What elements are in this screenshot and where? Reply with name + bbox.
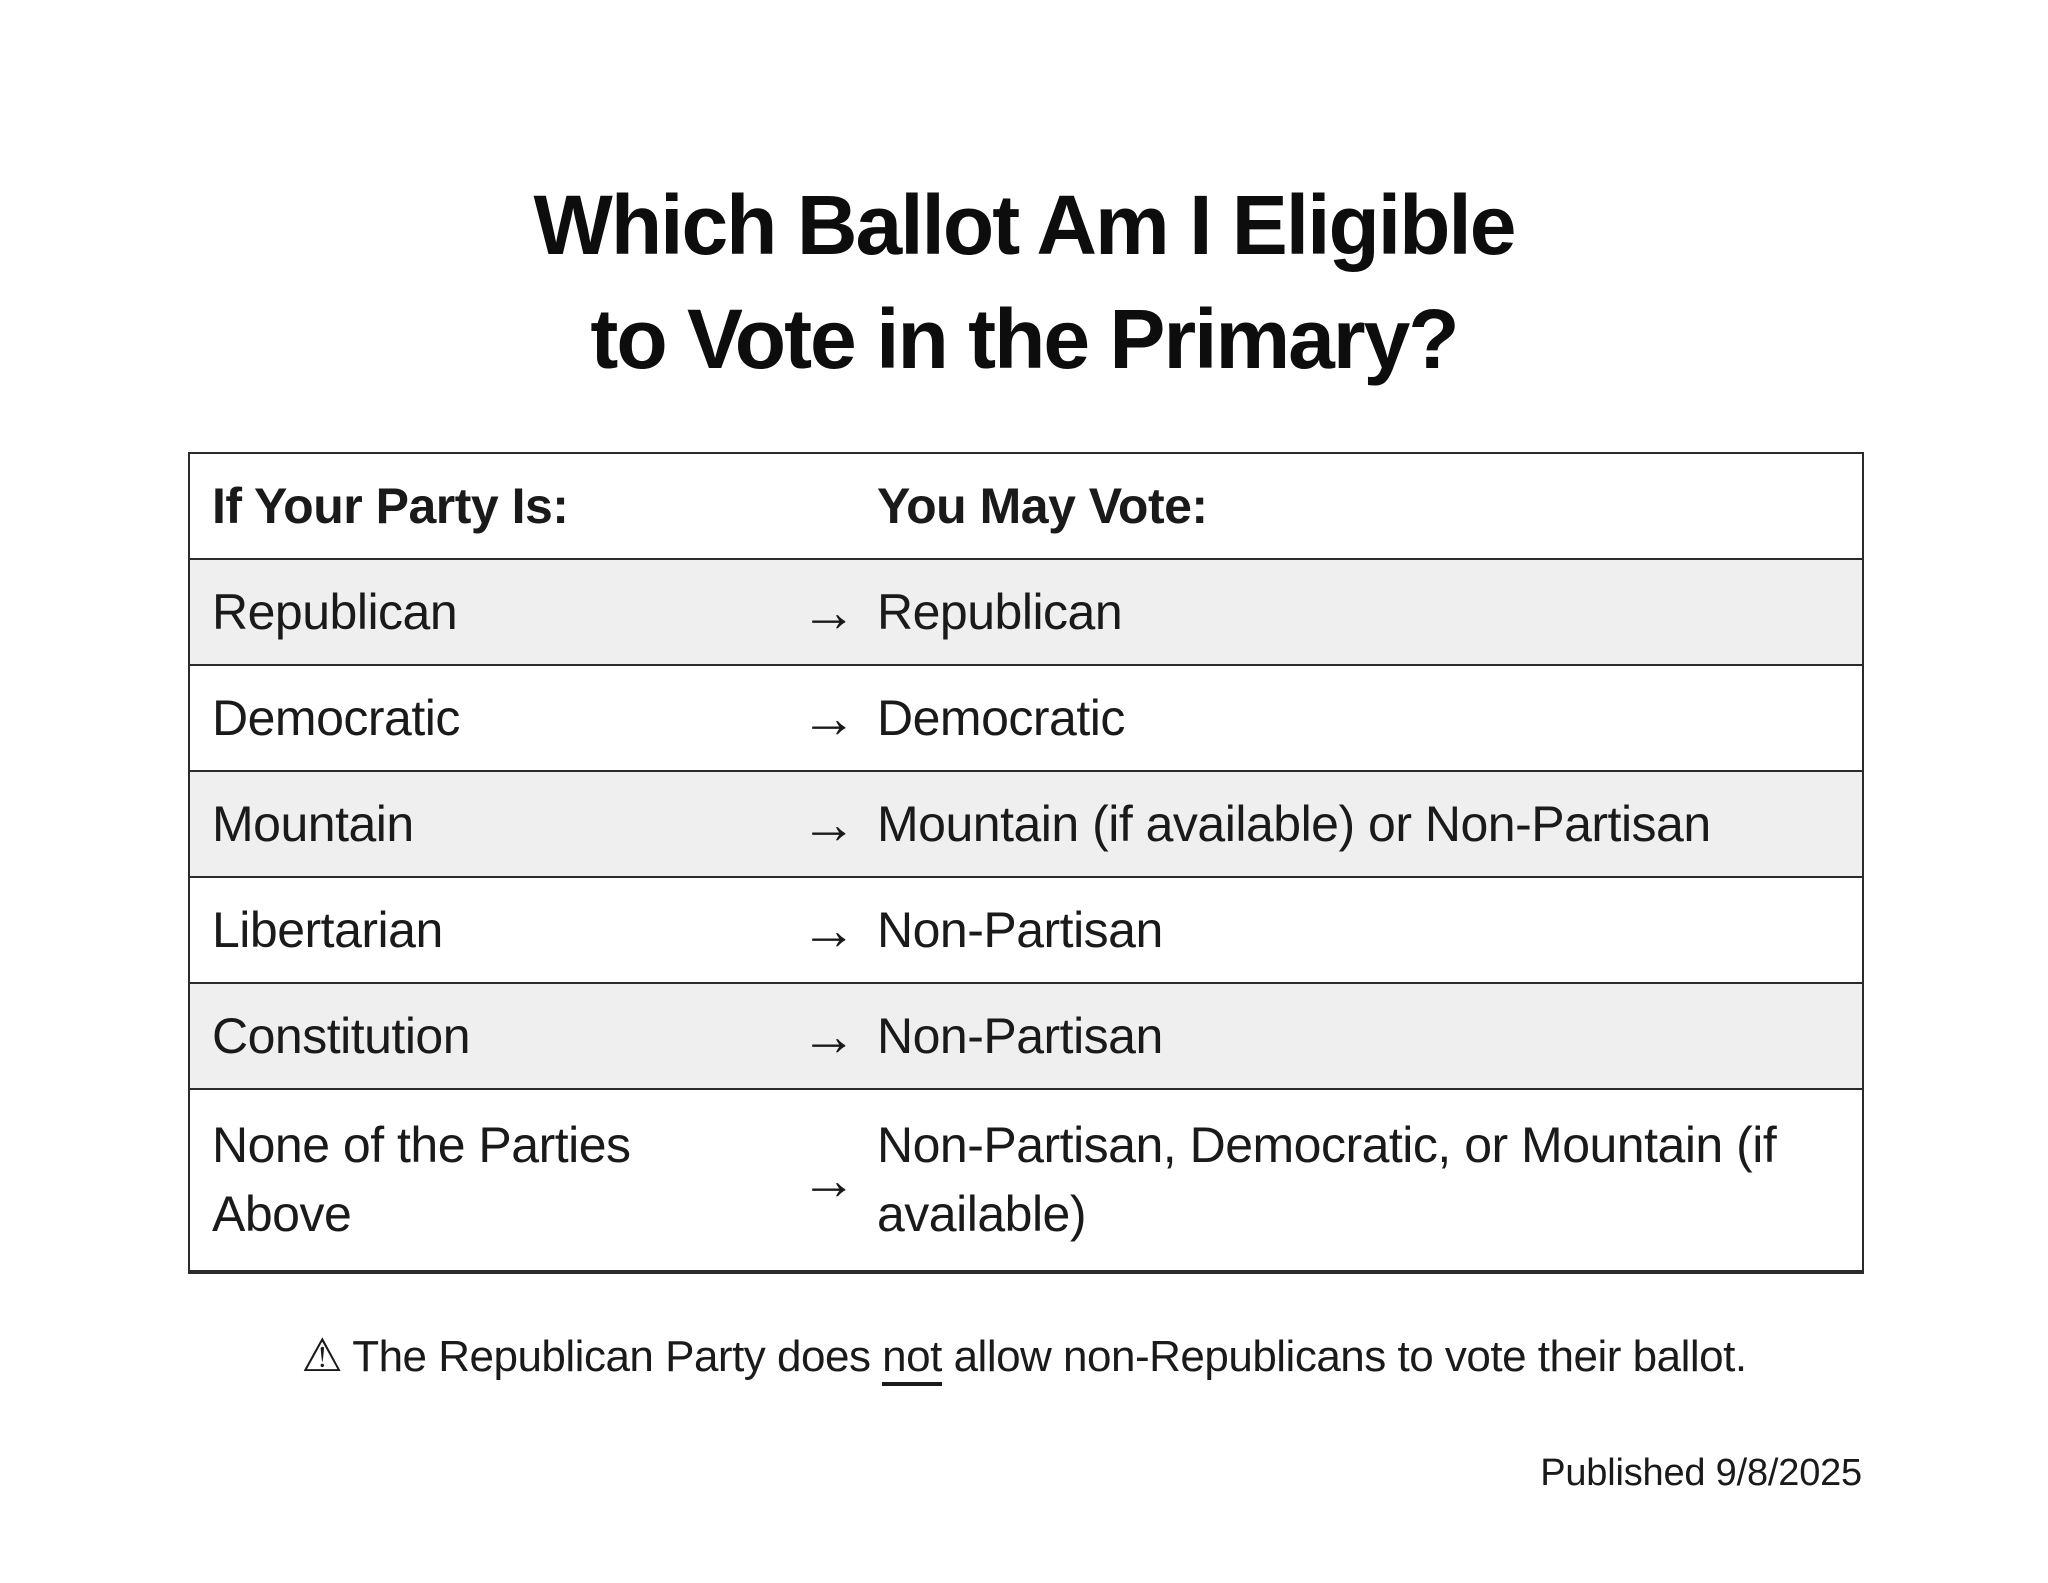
right-arrow-icon: → [800,1148,857,1211]
table-row-constitution [190,982,1862,1088]
published-date: Published 9/8/2025 [1540,1452,1862,1494]
vote-cell: Non-Partisan, Democratic, or Mountain (if available) [877,1117,1777,1242]
ballot-eligibility-table [188,452,1864,1274]
right-arrow-icon: → [800,686,857,749]
vote-cell: Democratic [877,689,1125,746]
party-cell: Republican [212,583,458,640]
warning-text-suffix: allow non-Republicans to vote their ballot. [941,1332,1747,1381]
party-cell: Democratic [212,689,460,746]
page-title-line2: to Vote in the Primary? [590,292,1458,387]
party-cell: Mountain [212,795,414,852]
table-row-democratic [190,664,1862,770]
header-vote-column: You May Vote: [877,477,1208,534]
warning-text-not: not [882,1332,942,1386]
party-cell: Libertarian [212,901,443,958]
page-title-line1: Which Ballot Am I Eligible [533,178,1515,272]
header-party-column: If Your Party Is: [212,477,569,534]
table-row-mountain [190,770,1862,876]
table-row-republican [190,558,1862,664]
table-row-none-of-the-above [190,1088,1862,1270]
right-arrow-icon: → [800,580,857,643]
right-arrow-icon: → [800,1004,857,1067]
warning-text-prefix: The Republican Party does [352,1332,883,1381]
vote-cell: Republican [877,583,1123,640]
party-cell: Constitution [212,1007,471,1064]
party-cell: None of the Parties Above [212,1117,631,1242]
republican-ballot-warning-note [0,1328,2048,1382]
right-arrow-icon: → [800,792,857,855]
vote-cell: Non-Partisan [877,1007,1163,1064]
page-title [0,168,2048,396]
table-header-row [190,454,1862,558]
table-row-libertarian [190,876,1862,982]
vote-cell: Mountain (if available) or Non-Partisan [877,795,1711,852]
warning-triangle-icon: ⚠ [301,1329,343,1381]
right-arrow-icon: → [800,898,857,961]
vote-cell: Non-Partisan [877,901,1163,958]
